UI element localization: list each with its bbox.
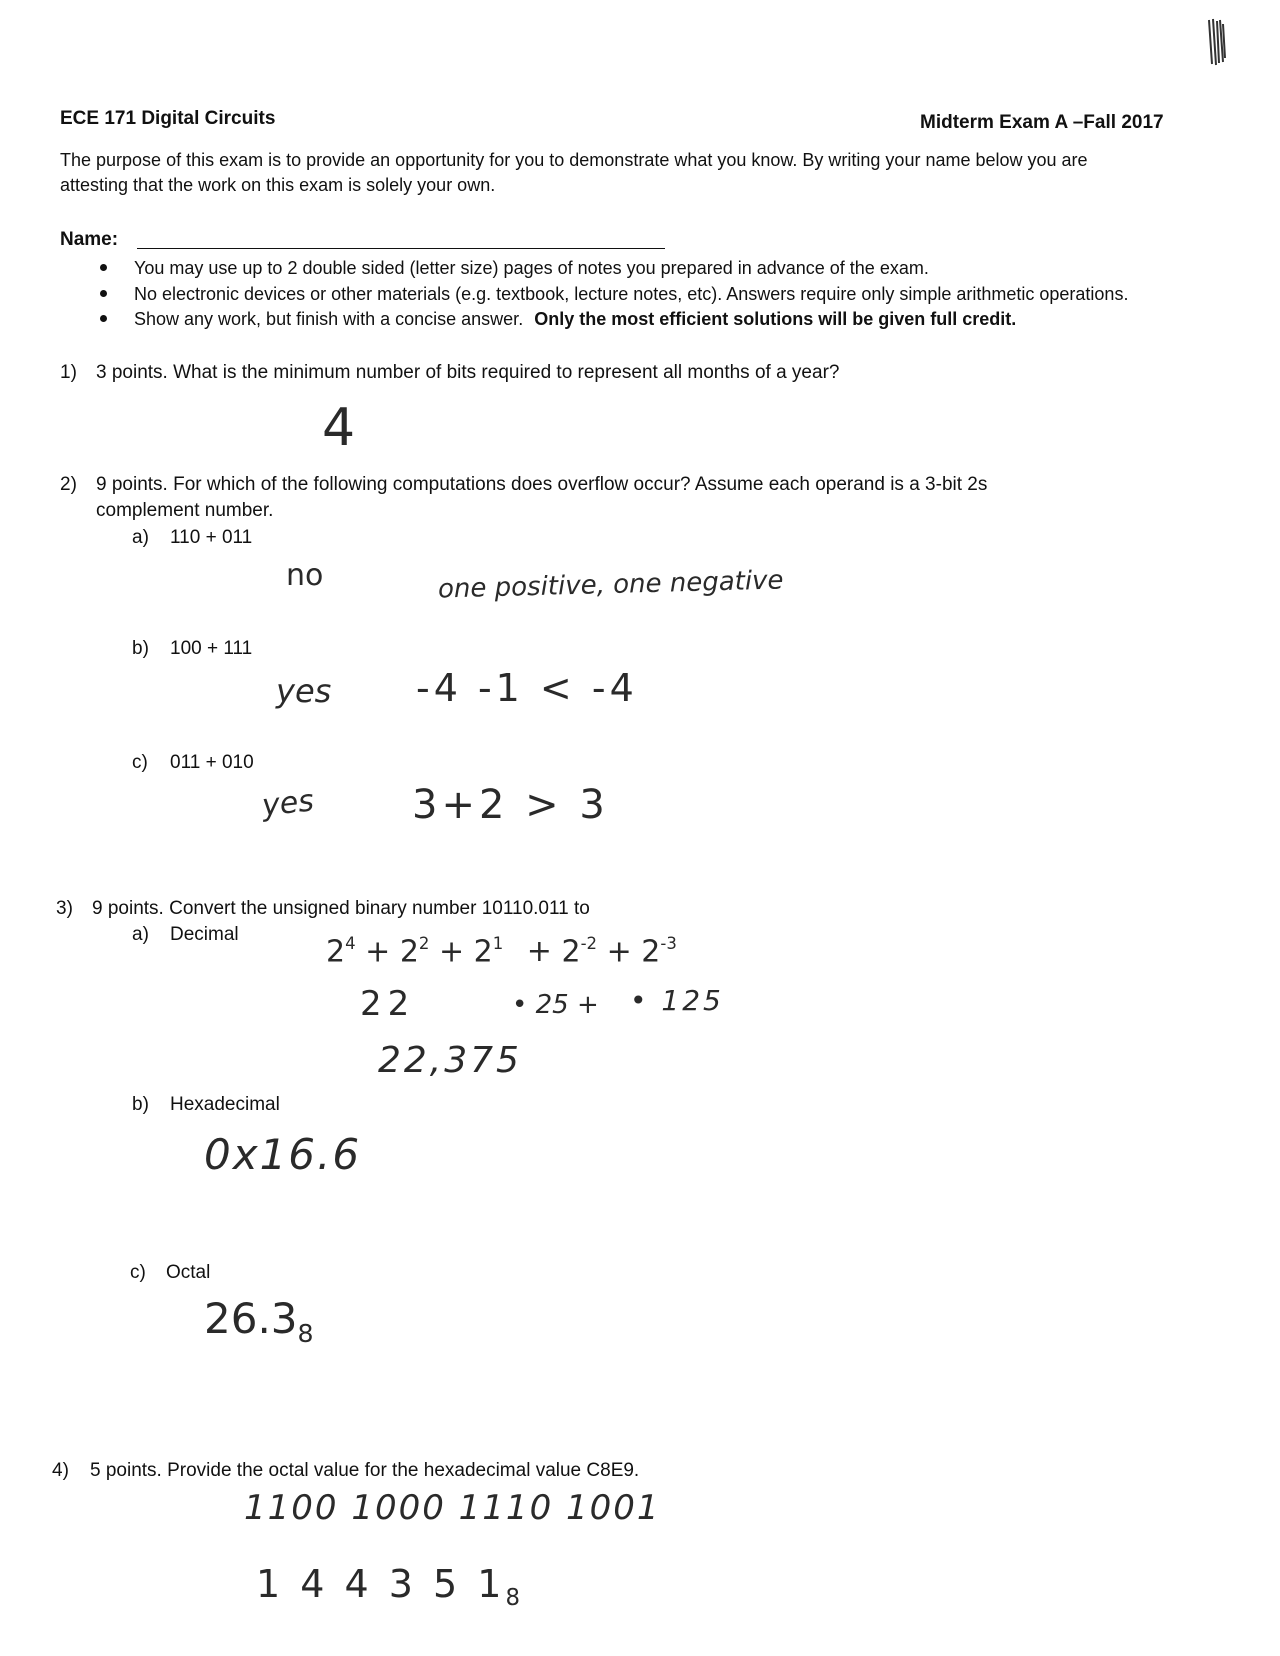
q2c-expr: 011 + 010	[170, 752, 254, 773]
rule-3	[134, 309, 1016, 330]
q3a-work-frac-2: • 125	[630, 984, 724, 1017]
base-2: 2	[399, 934, 419, 970]
name-field[interactable]	[137, 248, 665, 249]
q2a-expr: 110 + 011	[170, 527, 253, 548]
bullet	[100, 264, 107, 271]
rule-2: No electronic devices or other materials (e.g. textbook, lecture notes, etc). Answers require only simple arithmetic operations.	[134, 284, 1129, 304]
q4-work: 1100 1000 1110 1001	[244, 1488, 661, 1528]
q4-number: 4)	[52, 1460, 69, 1481]
q4-text: 5 points. Provide the octal value for the hexadecimal value C8E9.	[90, 1460, 640, 1481]
q2b-work: -4 -1 < -4	[416, 666, 638, 710]
q2c-work: 3+2 > 3	[412, 782, 609, 828]
q2c-label: c)	[132, 752, 148, 773]
q3a-work-frac-1: • 25 +	[512, 990, 599, 1020]
q1-number: 1)	[60, 362, 77, 383]
q1-answer: 4	[322, 398, 356, 458]
base-2: 2	[326, 934, 346, 970]
q3b-answer: 0x16.6	[204, 1130, 362, 1179]
intro-line-1: The purpose of this exam is to provide an opportunity for you to demonstrate what you know. By writing your name below you are	[60, 150, 1088, 170]
scan-corner-mark	[1207, 18, 1227, 66]
q3c-value: 26.3	[204, 1294, 298, 1343]
name-label: Name:	[60, 229, 119, 250]
rule-3-bold: Only the most efficient solutions will be given full credit.	[534, 309, 1017, 329]
exp-neg-3: -3	[660, 934, 677, 953]
course-title: ECE 171 Digital Circuits	[60, 108, 276, 129]
plus: +	[526, 934, 552, 970]
q3a-work-line-1	[326, 934, 677, 969]
q2-number: 2)	[60, 474, 77, 495]
bullet	[100, 290, 107, 297]
q3a-result: 22,375	[378, 1040, 522, 1081]
q2b-expr: 100 + 111	[170, 638, 253, 659]
q2-text-1: 9 points. For which of the following computations does overflow occur? Assume each operand is a 3-bit 2s	[96, 474, 988, 495]
exam-title: Midterm Exam A –Fall 2017	[920, 112, 1164, 133]
q2a-work: one positive, one negative	[437, 565, 784, 605]
q2b-label: b)	[132, 638, 149, 659]
q2a-label: a)	[132, 527, 149, 548]
base-2: 2	[473, 934, 493, 970]
q3-number: 3)	[56, 898, 73, 919]
q4-base: 8	[505, 1584, 524, 1611]
base-2: 2	[561, 934, 581, 970]
q2c-answer: yes	[260, 783, 316, 824]
q4-answer	[256, 1562, 524, 1611]
exp-1: 1	[492, 934, 504, 953]
q3c-base: 8	[297, 1318, 314, 1348]
q3a-work-int: 22	[360, 984, 416, 1024]
exp-4: 4	[345, 934, 356, 953]
q3b-label: b)	[132, 1094, 149, 1115]
rule-1: You may use up to 2 double sided (letter size) pages of notes you prepared in advance of the exam.	[134, 258, 929, 278]
q2a-answer: no	[286, 558, 324, 593]
exp-neg-2: -2	[580, 934, 598, 953]
base-2: 2	[641, 934, 661, 970]
q2-text-2: complement number.	[96, 500, 274, 521]
q3a-text: Decimal	[170, 924, 239, 945]
rule-3-text: Show any work, but finish with a concise answer.	[134, 309, 524, 329]
plus: +	[606, 934, 632, 970]
q3a-label: a)	[132, 924, 149, 945]
q3c-answer	[204, 1294, 314, 1348]
q2b-answer: yes	[276, 672, 332, 710]
q3c-label: c)	[130, 1262, 146, 1283]
q1-text: 3 points. What is the minimum number of bits required to represent all months of a year?	[96, 362, 840, 383]
intro-line-2: attesting that the work on this exam is solely your own.	[60, 175, 496, 195]
plus: +	[365, 934, 391, 970]
q4-value: 1 4 4 3 5 1	[256, 1562, 506, 1606]
plus: +	[438, 934, 465, 970]
q3c-text: Octal	[166, 1262, 211, 1283]
q3-text: 9 points. Convert the unsigned binary number 10110.011 to	[92, 898, 590, 919]
exp-2: 2	[418, 934, 430, 953]
q3b-text: Hexadecimal	[170, 1094, 280, 1115]
bullet	[100, 315, 107, 322]
